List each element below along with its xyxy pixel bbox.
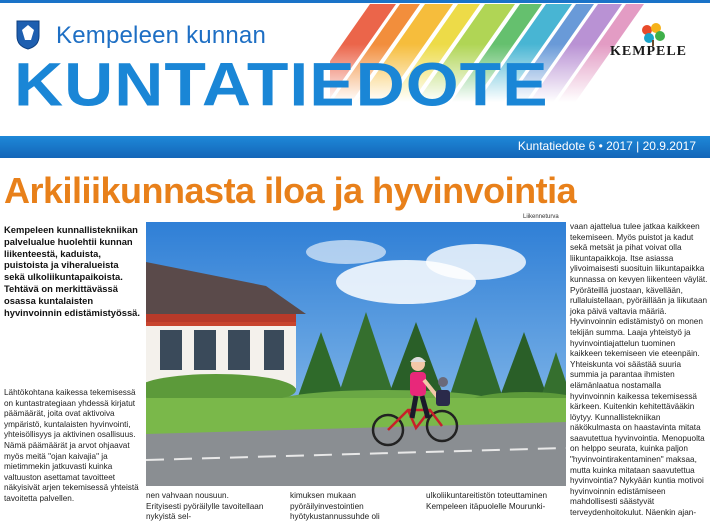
- article-body-column-2: nen vahvaan nousuun. Erityisesti pyöräilylle tavoitellaan nykyistä sel-: [146, 491, 264, 522]
- article-body-column-4: ulkoliikuntareitistön toteuttaminen Kempeleen itäpuolelle Mourunki-: [426, 491, 548, 511]
- kempele-logo-text: KEMPELE: [610, 44, 688, 59]
- issue-info: Kuntatiedote 6 • 2017 | 20.9.2017: [517, 139, 696, 153]
- article-title: Arkiliikunnasta iloa ja hyvinvointia: [4, 170, 577, 211]
- coat-of-arms-icon: [16, 20, 40, 50]
- article-body-column-5: vaan ajattelua tulee jatkaa kaikkeen tekemiseen. Myös puistot ja kadut sekä metsät ja pihat voivat olla liikuntapaikkoja. Itse asiassa ylivoimaisesti suosituin liikuntapaikka kunnassa on kevyen liikenteen väylät. Pyöräteillä juostaan, kävellään, rullaluistellaan, pyöräillään ja liikutaan joka päivä valtavia määriä. Hyvinvoinnin edistämistyö on monen tekijän summa. Laaja yhteistyö ja hyvinvointiajattelun tuominen kaikkeen tekemiseen vie eteenpäin. Yhteiskunta voi säästää suuria summia ja parantaa ihmisten elämänlaatua nostamalla hyvinvoinnin kaikessa tekemisessä kärkeen. Kuitenkin kehitettävääkin löytyy. Kunnallistekniikan näkökulmasta on haastavinta mitata saavutettua hyvinvointia. Menopuolta on helppo seurata, kuinka paljon "hyvinvointirakentaminen" maksaa, mutta kuinka mitataan saavutettua hyvinvointia? Nykyään kuntia motivoi hyvinvoinnin edistämiseen mahdollisesti säästyvät terveydenhoitokulut. Näenkin ajan-: [570, 222, 708, 518]
- photo-credit: Liikenneturva: [523, 214, 559, 220]
- masthead-title: KUNTATIEDOTE: [14, 50, 549, 119]
- woman-cycling-photo: [146, 222, 566, 486]
- top-rule: [0, 0, 710, 3]
- municipality-name: Kempeleen kunnan: [56, 22, 267, 49]
- article-lead: Kempeleen kunnallistekniikan palvelualue huolehtii kunnan liikenteestä, kaduista, puistoista ja viheralueista sekä ulkoliikuntapaikoista. Tehtävä on merkittävässä osassa kuntalaisten hyvinvoinnin edistämistyössä.: [4, 224, 140, 318]
- article-body-column-3: kimuksen mukaan pyöräilyinvestointien hyötykustannussuhde oli: [290, 491, 380, 522]
- article-body-column-1: Lähtökohtana kaikessa tekemisessä on kuntastrategiaan yhdessä kirjatut päämäärät, joita ovat aktivoiva ympäristö, kuntalaisten hyvinvointi, yhteisöllisyys ja aktivinen osallisuus. Nämä päämäärät ja arvot ohjaavat myös meitä "ojan kaivajia" ja mietimmekin jatkuvasti kuinka valtuuston asettamat tavoitteet näkyisivät arjen tekemisessä yhteistä tavoitetta palvellen.: [4, 388, 139, 503]
